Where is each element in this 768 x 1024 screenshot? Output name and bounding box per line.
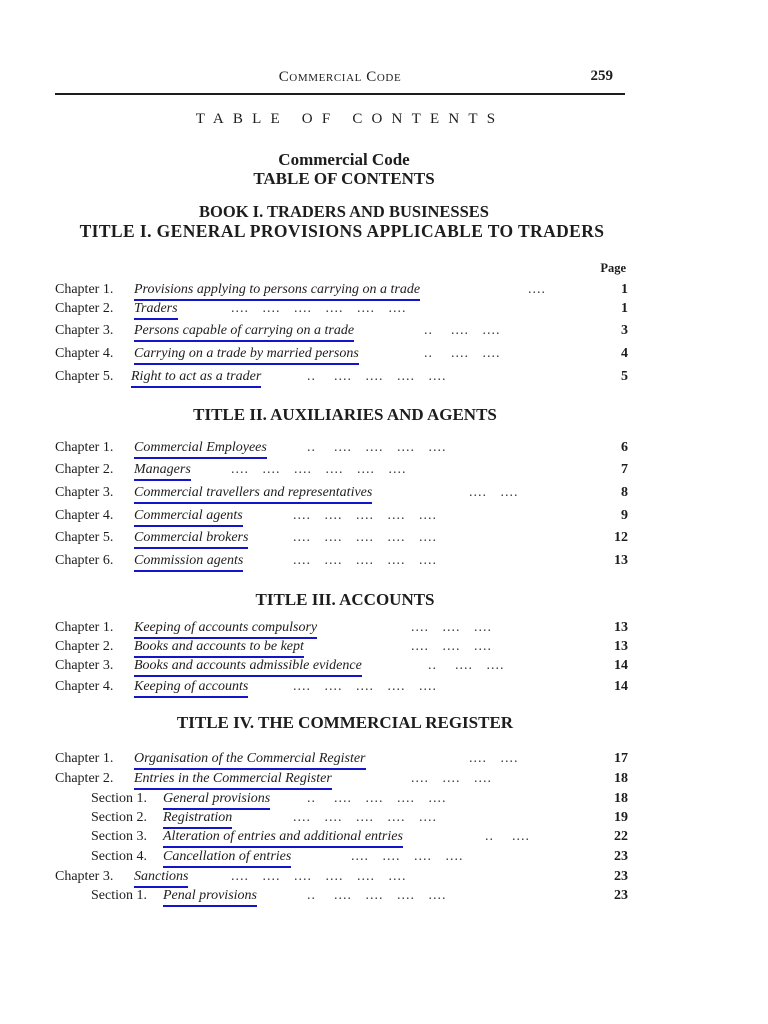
section-number: Section 4. <box>91 849 147 864</box>
entry-page-number: 1 <box>621 282 628 297</box>
leader-dots: .... .... <box>469 751 519 766</box>
entry-page-number: 5 <box>621 369 628 384</box>
leader-dots: .... .... .... .... .... <box>293 553 437 568</box>
chapter-number: Chapter 3. <box>55 869 114 884</box>
toc-entry[interactable] <box>0 620 768 638</box>
toc-entry[interactable] <box>0 301 768 319</box>
toc-entry[interactable] <box>0 829 768 847</box>
entry-page-number: 23 <box>614 849 628 864</box>
chapter-number: Chapter 2. <box>55 771 114 786</box>
toc-entry[interactable] <box>0 791 768 809</box>
entry-title-link[interactable]: Commercial travellers and representatives <box>134 485 372 504</box>
leader-dots: .... .... .... .... .... <box>293 508 437 523</box>
header-rule <box>55 93 625 95</box>
entry-title-link[interactable]: General provisions <box>163 791 270 810</box>
chapter-number: Chapter 3. <box>55 323 114 338</box>
chapter-number: Chapter 4. <box>55 679 114 694</box>
leader-dots: .... .... .... .... .... .... <box>231 301 407 316</box>
leader-dots: .. .... <box>485 829 530 844</box>
title-heading: TITLE II. AUXILIARIES AND AGENTS <box>193 405 497 424</box>
entry-title-link[interactable]: Commercial brokers <box>134 530 248 549</box>
document-heading: Commercial Code <box>278 150 410 169</box>
entry-title-link[interactable]: Provisions applying to persons carrying on a trade <box>134 282 420 301</box>
leader-dots: .... .... .... <box>411 620 492 635</box>
leader-dots: .... .... .... .... .... <box>293 530 437 545</box>
entry-page-number: 6 <box>621 440 628 455</box>
toc-entry[interactable] <box>0 658 768 676</box>
entry-page-number: 12 <box>614 530 628 545</box>
entry-page-number: 23 <box>614 869 628 884</box>
entry-page-number: 13 <box>614 553 628 568</box>
entry-title-link[interactable]: Keeping of accounts <box>134 679 248 698</box>
entry-page-number: 18 <box>614 771 628 786</box>
chapter-number: Chapter 2. <box>55 639 114 654</box>
entry-title-link[interactable]: Registration <box>163 810 232 829</box>
leader-dots: .. .... .... <box>424 346 501 361</box>
section-number: Section 3. <box>91 829 147 844</box>
chapter-number: Chapter 1. <box>55 751 114 766</box>
entry-page-number: 1 <box>621 301 628 316</box>
leader-dots: .... .... .... <box>411 771 492 786</box>
leader-dots: .. .... .... <box>428 658 505 673</box>
entry-page-number: 22 <box>614 829 628 844</box>
leader-dots: .. .... .... .... .... <box>307 888 447 903</box>
chapter-number: Chapter 3. <box>55 658 114 673</box>
toc-entry[interactable] <box>0 810 768 828</box>
book-heading: BOOK I. TRADERS AND BUSINESSES <box>199 202 489 221</box>
toc-entry[interactable] <box>0 530 768 548</box>
section-number: Section 1. <box>91 791 147 806</box>
entry-title-link[interactable]: Commission agents <box>134 553 243 572</box>
chapter-number: Chapter 2. <box>55 462 114 477</box>
section-number: Section 1. <box>91 888 147 903</box>
toc-entry[interactable] <box>0 751 768 769</box>
chapter-number: Chapter 4. <box>55 346 114 361</box>
leader-dots: .. .... .... <box>424 323 501 338</box>
leader-dots: .. .... .... .... .... <box>307 369 447 384</box>
entry-page-number: 13 <box>614 639 628 654</box>
page-column-heading: Page <box>600 261 626 275</box>
toc-entry[interactable] <box>0 485 768 503</box>
toc-entry[interactable] <box>0 462 768 480</box>
page-number: 259 <box>590 68 613 84</box>
entry-title-link[interactable]: Sanctions <box>134 869 188 888</box>
leader-dots: .. .... .... .... .... <box>307 791 447 806</box>
toc-heading: TABLE OF CONTENTS <box>253 169 435 188</box>
chapter-number: Chapter 5. <box>55 369 114 384</box>
spaced-heading: TABLE OF CONTENTS <box>195 111 505 127</box>
section-number: Section 2. <box>91 810 147 825</box>
entry-page-number: 4 <box>621 346 628 361</box>
toc-entry[interactable] <box>0 440 768 458</box>
chapter-number: Chapter 1. <box>55 282 114 297</box>
running-header <box>55 69 625 89</box>
entry-page-number: 9 <box>621 508 628 523</box>
leader-dots: .... .... .... .... <box>351 849 464 864</box>
toc-entry[interactable] <box>0 323 768 341</box>
toc-entry[interactable] <box>0 679 768 697</box>
entry-title-link[interactable]: Books and accounts admissible evidence <box>134 658 362 677</box>
entry-page-number: 18 <box>614 791 628 806</box>
leader-dots: .... .... .... .... .... <box>293 810 437 825</box>
entry-page-number: 17 <box>614 751 628 766</box>
toc-entry[interactable] <box>0 771 768 789</box>
entry-page-number: 8 <box>621 485 628 500</box>
leader-dots: .... .... .... <box>411 639 492 654</box>
toc-entry[interactable] <box>0 346 768 364</box>
title-heading: TITLE I. GENERAL PROVISIONS APPLICABLE TO TRADERS <box>79 221 605 241</box>
toc-entry[interactable] <box>0 553 768 571</box>
leader-dots: .... .... <box>469 485 519 500</box>
chapter-number: Chapter 5. <box>55 530 114 545</box>
leader-dots: .. .... .... .... .... <box>307 440 447 455</box>
entry-title-link[interactable]: Books and accounts to be kept <box>134 639 304 658</box>
entry-title-link[interactable]: Entries in the Commercial Register <box>134 771 332 790</box>
leader-dots: .... .... .... .... .... .... <box>231 869 407 884</box>
leader-dots: .... .... .... .... .... .... <box>231 462 407 477</box>
entry-title-link[interactable]: Traders <box>134 301 178 320</box>
toc-entry[interactable] <box>0 369 768 387</box>
toc-entry[interactable] <box>0 639 768 657</box>
entry-title-link[interactable]: Penal provisions <box>163 888 257 907</box>
toc-entry[interactable] <box>0 282 768 300</box>
entry-title-link[interactable]: Alteration of entries and additional entries <box>163 829 403 848</box>
chapter-number: Chapter 4. <box>55 508 114 523</box>
chapter-number: Chapter 1. <box>55 620 114 635</box>
entry-title-link[interactable]: Persons capable of carrying on a trade <box>134 323 354 342</box>
entry-title-link[interactable]: Carrying on a trade by married persons <box>134 346 359 365</box>
entry-page-number: 13 <box>614 620 628 635</box>
entry-page-number: 14 <box>614 658 628 673</box>
entry-page-number: 7 <box>621 462 628 477</box>
toc-entry[interactable] <box>0 849 768 867</box>
entry-page-number: 19 <box>614 810 628 825</box>
chapter-number: Chapter 1. <box>55 440 114 455</box>
chapter-number: Chapter 3. <box>55 485 114 500</box>
entry-title-link[interactable]: Managers <box>134 462 191 481</box>
leader-dots: .... .... .... .... .... <box>293 679 437 694</box>
title-heading: TITLE III. ACCOUNTS <box>255 590 435 609</box>
entry-page-number: 14 <box>614 679 628 694</box>
entry-page-number: 3 <box>621 323 628 338</box>
entry-title-link[interactable]: Cancellation of entries <box>163 849 291 868</box>
entry-title-link[interactable]: Organisation of the Commercial Register <box>134 751 366 770</box>
chapter-number: Chapter 2. <box>55 301 114 316</box>
toc-entry[interactable] <box>0 508 768 526</box>
title-heading: TITLE IV. THE COMMERCIAL REGISTER <box>176 713 514 732</box>
chapter-number: Chapter 6. <box>55 553 114 568</box>
entry-title-link[interactable]: Right to act as a trader <box>131 369 261 388</box>
leader-dots: .... <box>528 282 546 297</box>
entry-title-link[interactable]: Commercial agents <box>134 508 243 527</box>
entry-page-number: 23 <box>614 888 628 903</box>
running-title: Commercial Code <box>278 69 402 85</box>
toc-entry[interactable] <box>0 888 768 906</box>
entry-title-link[interactable]: Commercial Employees <box>134 440 267 459</box>
entry-title-link[interactable]: Keeping of accounts compulsory <box>134 620 317 639</box>
toc-entry[interactable] <box>0 869 768 887</box>
